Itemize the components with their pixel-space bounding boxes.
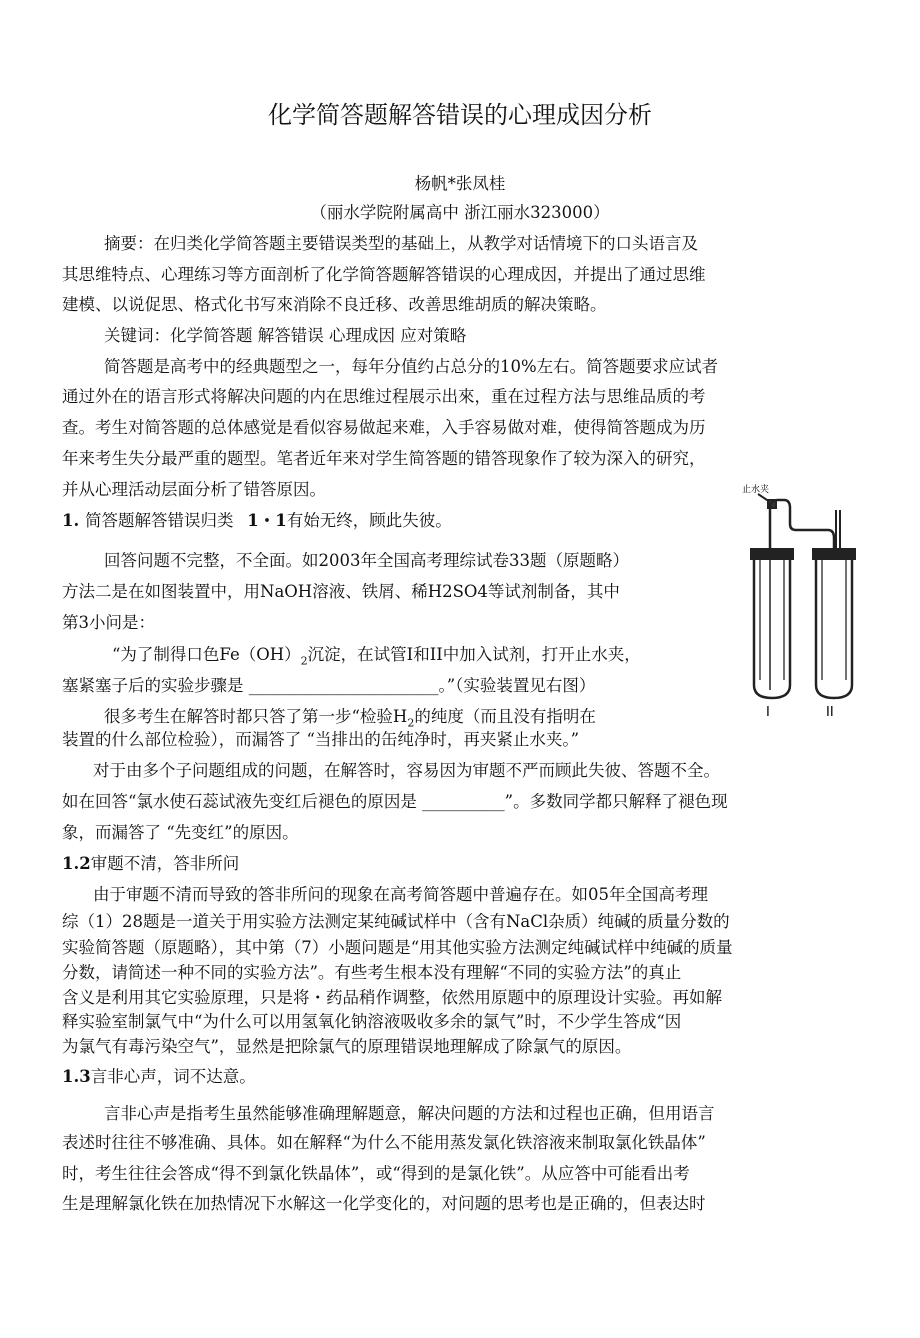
- quote-text: 沉淀，在试管I和II中加入试剂，打开止水夹，: [307, 645, 641, 664]
- paragraph-line: 如在回答“氯水使石蕊试液先变红后褪色的原因是 __________”。多数同学都只解释了褪色现: [62, 792, 728, 811]
- subsection-number: 1・1: [247, 511, 287, 530]
- paragraph-line: 对于由多个子问题组成的问题，在解答时，容易因为审题不严而顾此失彼、答题不全。: [93, 761, 720, 780]
- paragraph-line: 释实验室制氯气中“为什么可以用氢氧化钠溶液吸收多余的氯气”时，不少学生答成“因: [62, 1012, 682, 1031]
- quote-line: [112, 644, 641, 666]
- paragraph-line: 含义是利用其它实验原理，只是将・药品稍作调整，依然用原题中的原理设计实验。再如解: [62, 988, 722, 1007]
- subscript: 2: [407, 716, 415, 730]
- intro-line: 简答题是高考中的经典题型之一，每年分值约占总分的10%左右。简答题要求应试者: [104, 357, 719, 376]
- section-number: 1.: [62, 511, 80, 530]
- paragraph-line: 表述时往往不够准确、具体。如在解释“为什么不能用蒸发氯化铁溶液来制取氯化铁晶体”: [62, 1133, 706, 1152]
- connecting-tube: [770, 500, 834, 550]
- paragraph-line: 回答问题不完整，不全面。如2003年全国高考理综试卷33题（原题略）: [104, 551, 629, 570]
- section-number: 1.2: [62, 854, 91, 873]
- paragraph-line: 由于审题不清而导致的答非所问的现象在高考简答题中普遍存在。如05年全国高考理: [93, 885, 708, 904]
- authors: 杨帆*张凤桂: [414, 174, 506, 193]
- keywords: 关键词：化学简答题 解答错误 心理成因 应对策略: [104, 326, 467, 345]
- intro-line: 查。考生对简答题的总体感觉是看似容易做起来难，入手容易做对难，使得简答题成为历: [62, 418, 706, 437]
- paragraph-line: 为氯气有毒污染空气”，显然是把除氯气的原理错误地理解成了除氯气的原因。: [62, 1037, 632, 1056]
- section-1-2-heading: [62, 853, 239, 875]
- apparatus-figure: [740, 480, 860, 720]
- section-title: 审题不清，答非所问: [90, 854, 240, 873]
- paragraph-line: 分数，请简述一种不同的实验方法”。有些考生根本没有理解“不同的实验方法”的真止: [62, 963, 682, 982]
- tube-1-label: I: [766, 705, 770, 720]
- paragraph-line: 实验简答题（原题略），其中第（7）小题问题是“用其他实验方法测定纯碱试样中纯碱的质量: [62, 938, 733, 957]
- clamp-label: 止水夹: [742, 485, 770, 495]
- abstract-line: 其思维特点、心理练习等方面剖析了化学简答题解答错误的心理成因，并提出了通过思维: [62, 265, 706, 284]
- tube-2-label: II: [826, 705, 834, 720]
- section-1-heading: [62, 510, 452, 532]
- paragraph-line: [104, 706, 596, 728]
- test-tube-1: [750, 540, 794, 698]
- section-title: 简答题解答错误归类: [84, 511, 234, 530]
- paragraph-line: 象，而漏答了 “先变红”的原因。: [62, 823, 299, 842]
- subsection-title: 有始无终，顾此失彼。: [286, 511, 452, 530]
- quote-line: 塞紧塞子后的实验步骤是 _______________________。”（实验装置见右图）: [62, 676, 596, 695]
- abstract-line: 摘要：在归类化学简答题主要错误类型的基础上，从教学对话情境下的口头语言及: [104, 234, 698, 253]
- abstract-line: 建模、以说促思、格式化书写來消除不良迁移、改善思维胡质的解决策略。: [62, 295, 607, 314]
- affiliation: （丽水学院附属高中 浙江丽水323000）: [310, 203, 610, 222]
- paragraph-line: 方法二是在如图装置中，用NaOH溶液、铁屑、稀H2SO4等试剂制备，其中: [62, 582, 620, 601]
- section-1-3-heading: [62, 1066, 256, 1088]
- intro-line: 并从心理活动层面分析了错答原因。: [62, 480, 326, 499]
- paragraph-line: 生是理解氯化铁在加热情况下水解这一化学变化的，对问题的思考也是正确的，但表达时: [62, 1194, 706, 1213]
- section-number: 1.3: [62, 1067, 91, 1086]
- paragraph-line: 装置的什么部位检验），而漏答了 “当排出的缶纯净时，再夹紧止水夹。”: [62, 730, 580, 749]
- paragraph-line: 言非心声是指考生虽然能够准确理解题意，解决问题的方法和过程也正确，但用语言: [104, 1104, 715, 1123]
- paragraph-line: 第3小问是：: [62, 613, 155, 632]
- section-title: 言非心声，词不达意。: [90, 1067, 256, 1086]
- page-title: 化学简答题解答错误的心理成因分析: [268, 101, 652, 129]
- intro-line: 通过外在的语言形式将解决问题的内在思维过程展示出來，重在过程方法与思维品质的考: [62, 387, 706, 406]
- subscript: 2: [300, 654, 308, 668]
- quote-text: “为了制得口色Fe（OH）: [112, 645, 301, 664]
- intro-line: 年来考生失分最严重的题型。笔者近年来对学生简答题的错答现象作了较为深入的研究，: [62, 449, 706, 468]
- answer-text: 很多考生在解答时都只答了第一步“检验H: [104, 707, 408, 726]
- answer-text: 的纯度（而且没有指明在: [414, 707, 596, 726]
- paragraph-line: 时，考生往往会答成“得不到氯化铁晶体”，或“得到的是氯化铁”。从应答中可能看出考: [62, 1164, 690, 1183]
- paragraph-line: 综（1）28题是一道关于用实验方法测定某纯碱试样中（含有NaCl杂质）纯碱的质量分数的: [62, 912, 730, 931]
